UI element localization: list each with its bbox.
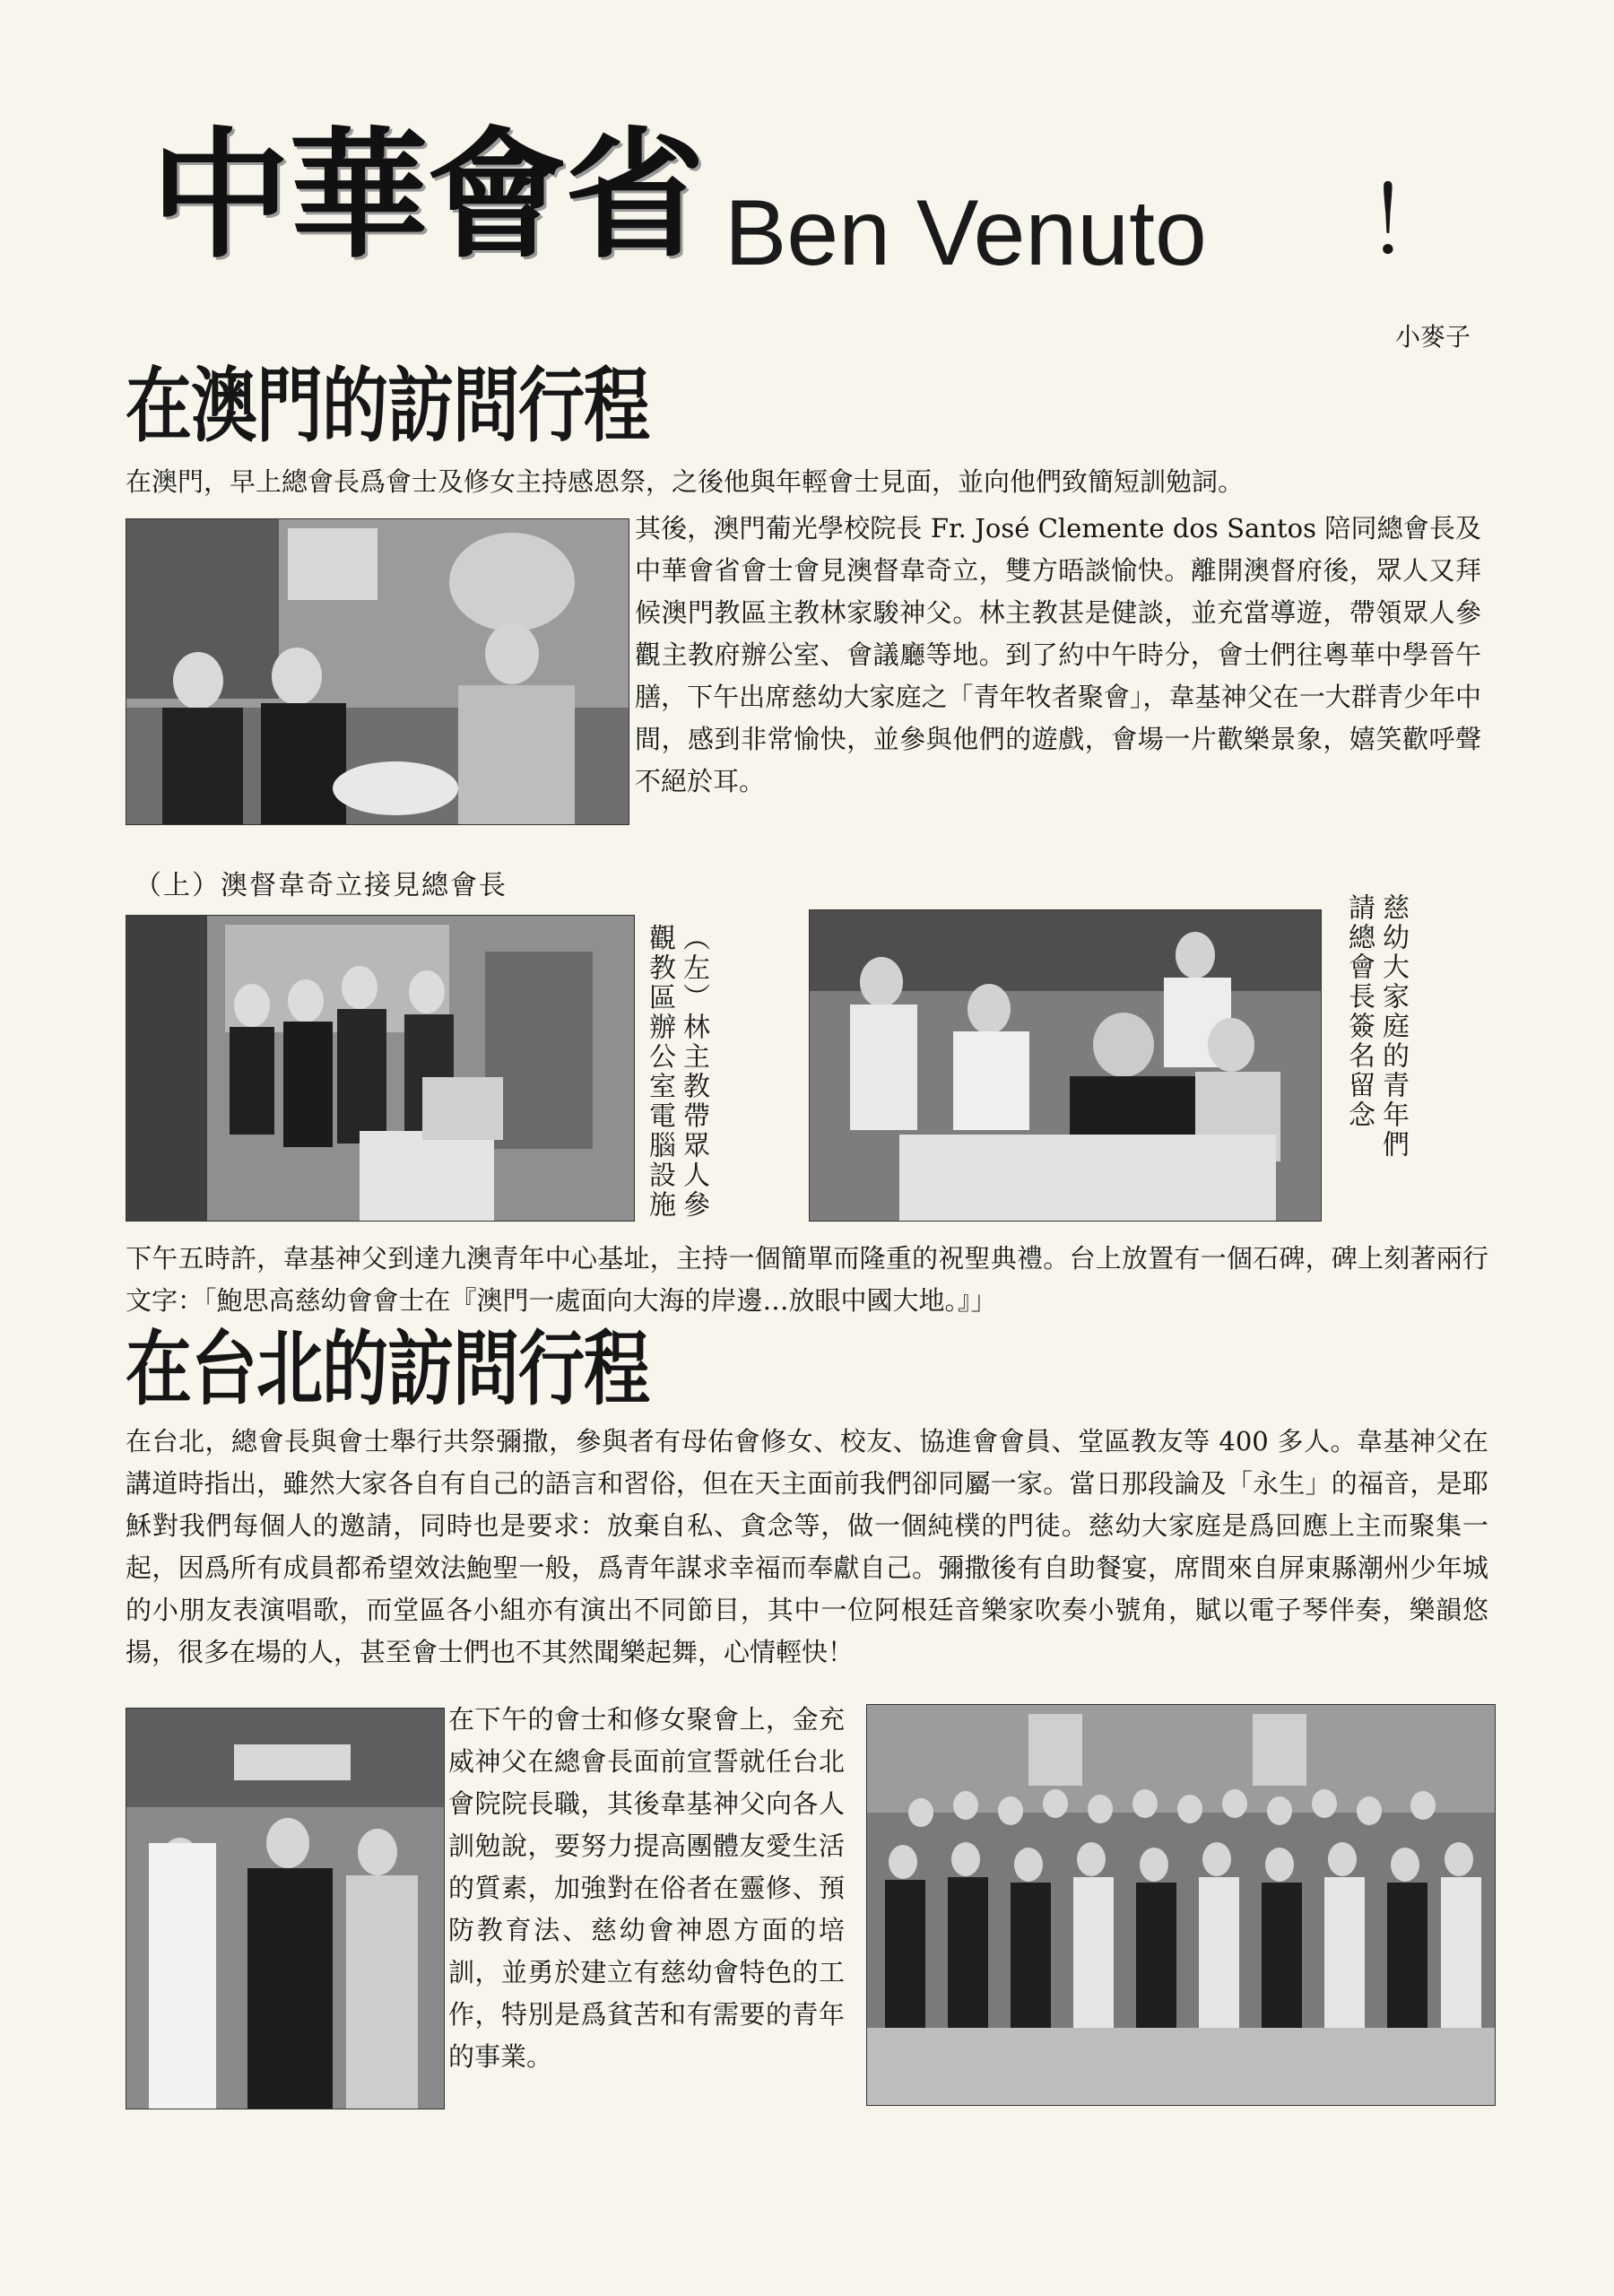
caption-governor: （上）澳督韋奇立接見總會長	[134, 870, 508, 901]
photo-taipei-group	[866, 1704, 1496, 2106]
taipei-afternoon-paragraph: 在下午的會士和修女聚會上，金充威神父在總會長面前宣誓就任台北會院院長職，其後韋基神父向各人訓勉說，要努力提高團體友愛生活的質素，加強對在俗者在靈修、預防教育法、慈幼會神恩方面的培訓，並勇於建立有慈幼會特色的工作，特別是爲貧苦和有需要的青年的事業。	[448, 1704, 845, 2072]
photo-governor-meeting	[126, 518, 629, 825]
macau-heading: 在澳門的訪問行程	[126, 359, 649, 454]
caption-bishop-office: （左）林主教帶眾人參觀教區辦公室電腦設施	[644, 924, 709, 1220]
byline: 小麥子	[1395, 322, 1471, 352]
macau-evening-paragraph: 下午五時許，韋基神父到達九澳青年中心基址，主持一個簡單而隆重的祝聖典禮。台上放置有一個石碑，碑上刻著兩行文字：「鮑思高慈幼會會士在『澳門一處面向大海的岸邊…放眼中國大地。』」	[126, 1243, 1488, 1316]
taipei-heading: 在台北的訪問行程	[126, 1322, 649, 1417]
photo-bishop-office	[126, 915, 635, 1222]
photo-taipei-nuns	[126, 1708, 445, 2109]
caption-youth-signature: 慈幼大家庭的青年們請總會長簽名留念	[1343, 893, 1409, 1160]
macau-intro-paragraph: 在澳門，早上總會長爲會士及修女主持感恩祭，之後他與年輕會士見面，並向他們致簡短訓勉詞。	[126, 466, 1245, 497]
macau-body-paragraph: 其後，澳門葡光學校院長 Fr. José Clemente dos Santos 陪同總會長及中華會省會士會見澳督韋奇立，雙方晤談愉快。離開澳督府後，眾人又拜候澳門教區主教林家駿神父。林主教甚是健談，並充當導遊，帶領眾人參觀主教府辦公室、會議廳等地。到了約中午時分，會士們往粵華中學晉午膳，下午出席慈幼大家庭之「青年牧者聚會」，韋基神父在一大群青少年中間，感到非常愉快，並參與他們的遊戲，會場一片歡樂景象，嬉笑歡呼聲不絕於耳。	[635, 513, 1481, 796]
page-title-exclamation: ！	[1365, 170, 1459, 274]
photo-youth-signature	[809, 909, 1322, 1222]
page-title-english: Ben Venuto	[725, 181, 1207, 285]
taipei-body-paragraph: 在台北，總會長與會士舉行共祭彌撒，參與者有母佑會修女、校友、協進會會員、堂區教友等 400 多人。韋基神父在講道時指出，雖然大家各自有自己的語言和習俗，但在天主面前我們卻同屬一家。當日那段論及「永生」的福音，是耶穌對我們每個人的邀請，同時也是要求：放棄自私、貪念等，做一個純樸的門徒。慈幼大家庭是爲回應上主而聚集一起，因爲所有成員都希望效法鮑聖一般，爲青年謀求幸福而奉獻自己。彌撒後有自助餐宴，席間來自屏東縣潮州少年城的小朋友表演唱歌，而堂區各小組亦有演出不同節目，其中一位阿根廷音樂家吹奏小號角，賦以電子琴伴奏，樂韻悠揚，很多在場的人，甚至會士們也不其然聞樂起舞，心情輕快！	[126, 1426, 1488, 1667]
page-title-chinese: 中華會省	[151, 114, 703, 277]
